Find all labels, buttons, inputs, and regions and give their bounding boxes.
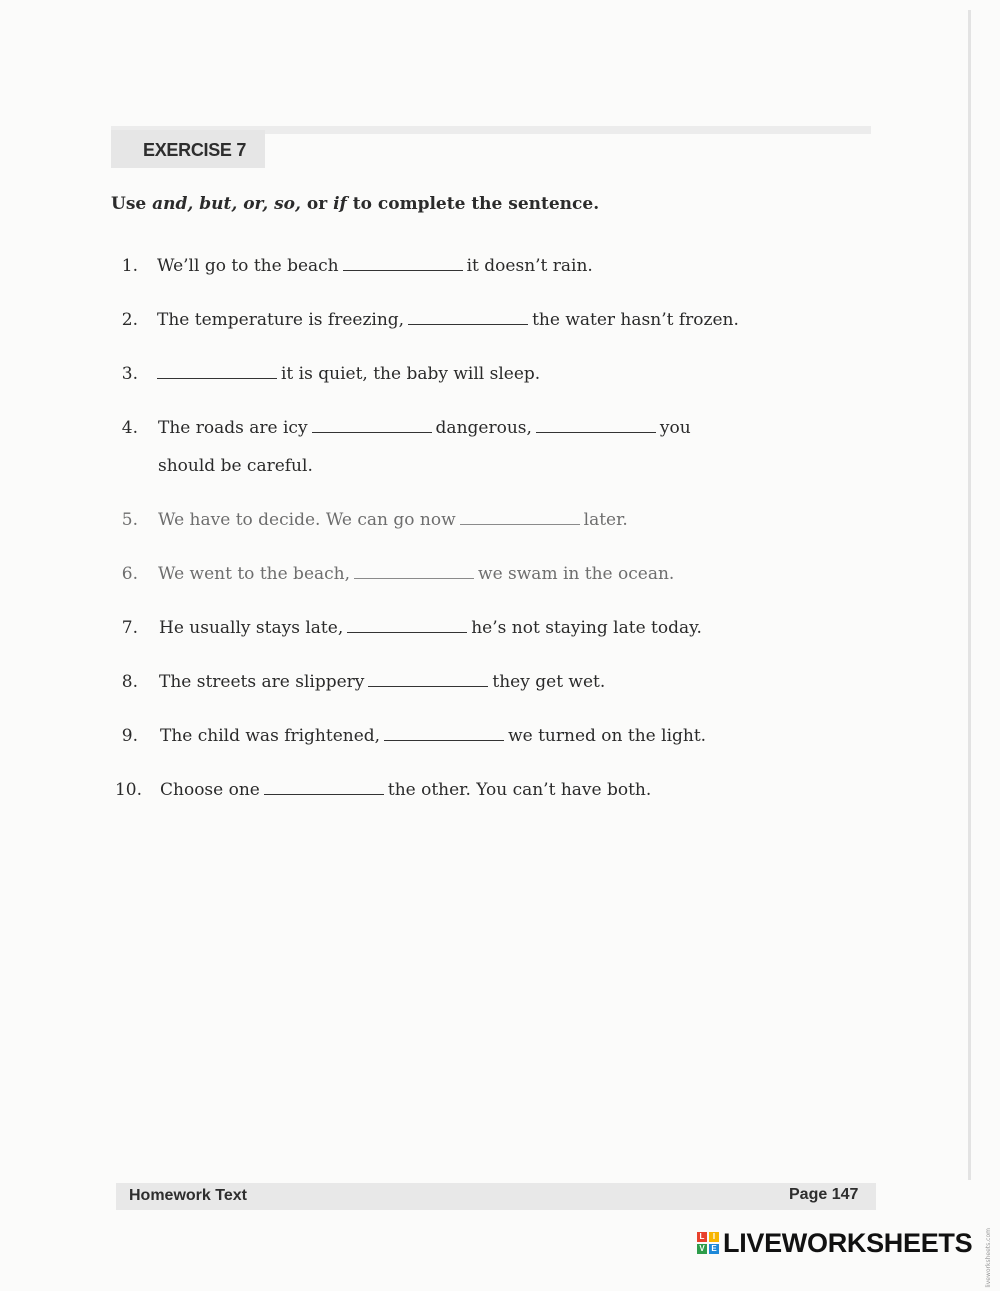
liveworksheets-logo (697, 1227, 973, 1258)
item-text: He usually stays late, (159, 618, 344, 638)
item-number: 4. (121, 418, 138, 438)
answer-blank[interactable] (157, 377, 277, 379)
footer-title: Homework Text (129, 1187, 247, 1204)
item-number: 9. (121, 726, 138, 746)
exercise-heading: EXERCISE 7 (111, 130, 265, 168)
item-number: 10. (114, 780, 142, 800)
answer-blank[interactable] (354, 577, 474, 579)
item-text: dangerous, (435, 418, 532, 438)
item-text: they get wet. (492, 672, 606, 692)
answer-blank[interactable] (408, 323, 528, 325)
page-edge-shadow (968, 10, 971, 1180)
logo-square: I (709, 1232, 719, 1242)
item-text: Choose one (160, 780, 260, 800)
item-text: We’ll go to the beach (157, 256, 339, 276)
answer-blank[interactable] (368, 685, 488, 687)
item-text: we swam in the ocean. (478, 564, 675, 584)
logo-square: E (709, 1244, 719, 1254)
page-number: Page 147 (789, 1186, 859, 1203)
instruction-text: Use and, but, or, so, or if to complete the sentence. (111, 194, 600, 214)
answer-blank[interactable] (264, 793, 384, 795)
item-text: the other. You can’t have both. (387, 780, 652, 800)
answer-blank[interactable] (343, 269, 463, 271)
item-number: 6. (121, 564, 138, 584)
item-number: 2. (121, 310, 138, 330)
item-text: the water hasn’t frozen. (532, 310, 739, 330)
logo-side-mark: liveworksheets.com (985, 1228, 992, 1288)
answer-blank[interactable] (460, 523, 580, 525)
item-text-continued: should be careful. (158, 456, 313, 476)
item-number: 3. (121, 364, 138, 384)
item-text: The child was frightened, (160, 726, 381, 746)
item-text: it doesn’t rain. (466, 256, 593, 276)
item-text: he’s not staying late today. (471, 618, 702, 638)
item-text: The temperature is freezing, (157, 310, 405, 330)
item-number: 8. (121, 672, 138, 692)
item-text: We went to the beach, (158, 564, 351, 584)
item-number: 7. (121, 618, 138, 638)
answer-blank[interactable] (347, 631, 467, 633)
logo-square: V (697, 1244, 707, 1254)
logo-square: L (697, 1232, 707, 1242)
item-text: later. (583, 510, 628, 530)
item-text: The roads are icy (158, 418, 308, 438)
item-text: We have to decide. We can go now (158, 510, 456, 530)
item-text: we turned on the light. (508, 726, 707, 746)
item-text: you (659, 418, 691, 438)
logo-squares-icon (697, 1232, 719, 1254)
answer-blank[interactable] (536, 431, 656, 433)
answer-blank[interactable] (384, 739, 504, 741)
item-number: 1. (121, 256, 138, 276)
item-text: The streets are slippery (159, 672, 365, 692)
item-number: 5. (121, 510, 138, 530)
logo-text: LIVEWORKSHEETS (723, 1227, 973, 1258)
item-text: it is quiet, the baby will sleep. (281, 364, 541, 384)
answer-blank[interactable] (312, 431, 432, 433)
